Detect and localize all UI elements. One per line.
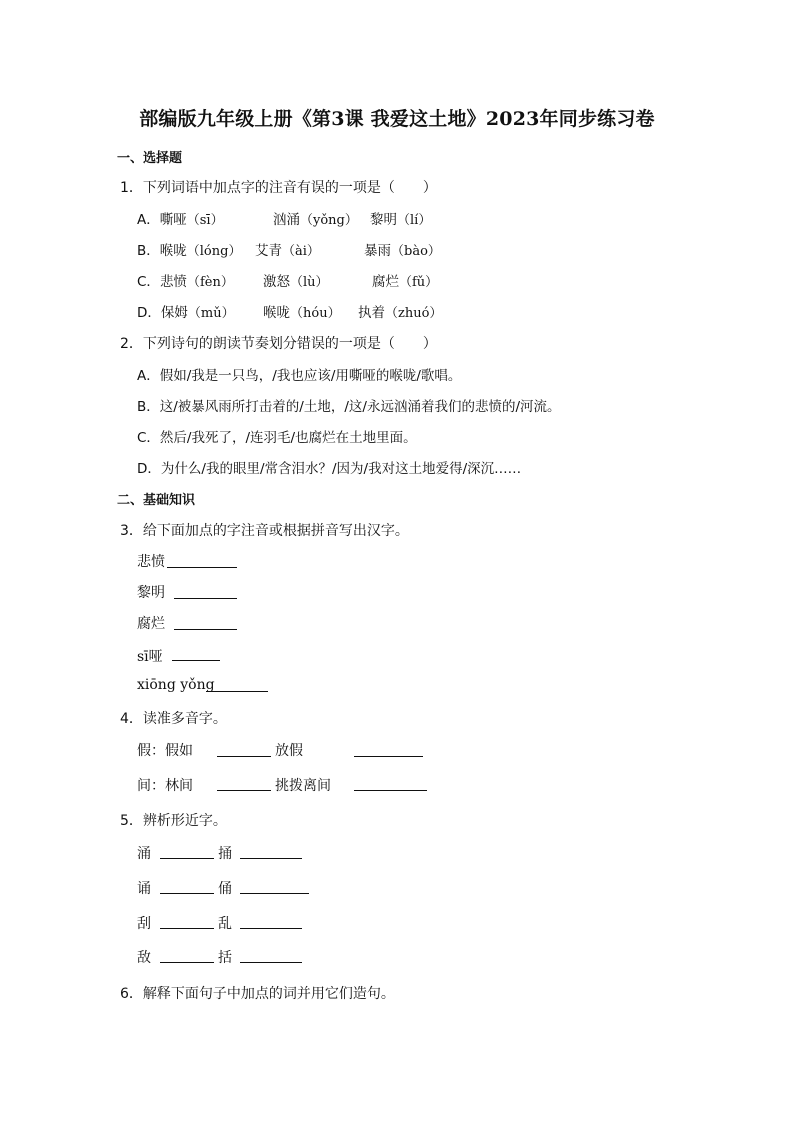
- question-1-stem: 1．下列词语中加点字的注音有误的一项是（ ）: [120, 180, 437, 196]
- q4-row-2-head: 间：林间: [137, 778, 193, 794]
- question-1-option-a[interactable]: [137, 208, 432, 228]
- question-5-stem: 5．辨析形近字。: [120, 813, 227, 829]
- page-title: 部编版九年级上册《第3课 我爱这土地》2023年同步练习卷: [139, 108, 655, 130]
- question-2-option-b[interactable]: B．这/被暴风雨所打击着的/土地，/这/永远汹涌着我们的悲愤的/河流。: [137, 399, 561, 415]
- q3-answer-blank-5[interactable]: [206, 691, 268, 692]
- pinyin: （mǔ）: [187, 306, 235, 321]
- pinyin: （yǒng）: [300, 213, 358, 228]
- q3-item-1: 悲愤: [137, 554, 165, 570]
- q4-answer-blank-3[interactable]: [217, 790, 271, 791]
- word: 暴雨: [364, 243, 391, 259]
- option-label: C．: [137, 274, 160, 290]
- q5-answer-blank[interactable]: [240, 962, 302, 963]
- word: 保姆: [160, 305, 188, 321]
- question-2-option-c[interactable]: C．然后/我死了，/连羽毛/也腐烂在土地里面。: [137, 430, 417, 446]
- q5-answer-blank[interactable]: [160, 858, 214, 859]
- question-2-stem: 2．下列诗句的朗读节奏划分错误的一项是（ ）: [120, 336, 437, 352]
- pinyin: （lù）: [290, 275, 329, 290]
- q5-char: 涌: [137, 846, 151, 862]
- q5-char: 诵: [137, 881, 151, 897]
- q5-char: 刮: [137, 916, 151, 932]
- question-2-option-a[interactable]: A．假如/我是一只鸟，/我也应该/用嘶哑的喉咙/歌唱。: [137, 368, 462, 384]
- pinyin: （fǔ）: [399, 275, 439, 290]
- word: 激怒: [263, 274, 290, 290]
- q5-char: 捅: [218, 846, 232, 862]
- q4-answer-blank-2[interactable]: [354, 756, 423, 757]
- option-label: A．: [137, 212, 160, 228]
- q4-row-1-mid: 放假: [275, 743, 303, 759]
- pinyin: （fèn）: [186, 275, 234, 290]
- q5-answer-blank[interactable]: [240, 893, 309, 894]
- q4-answer-blank-1[interactable]: [217, 756, 271, 757]
- q3-answer-blank-2[interactable]: [174, 598, 237, 599]
- q5-char: 俑: [218, 881, 232, 897]
- question-1-option-d[interactable]: [137, 301, 443, 321]
- pinyin: （lóng）: [186, 244, 242, 259]
- q3-answer-blank-3[interactable]: [174, 629, 237, 630]
- q4-answer-blank-4[interactable]: [354, 790, 427, 791]
- pinyin: （hóu）: [290, 306, 341, 321]
- section-heading-basics: 二、基础知识: [117, 493, 196, 508]
- q5-answer-blank[interactable]: [240, 928, 302, 929]
- word: 艾青: [255, 243, 282, 259]
- pinyin: （lí）: [397, 213, 432, 228]
- question-3-stem: 3．给下面加点的字注音或根据拼音写出汉字。: [120, 523, 409, 539]
- pinyin: （sī）: [186, 213, 224, 228]
- q5-answer-blank[interactable]: [160, 928, 214, 929]
- word: 执着: [358, 305, 385, 321]
- word: 喉咙: [159, 243, 187, 259]
- q3-item-5: xiōng yǒng: [137, 677, 215, 693]
- option-label: B．: [137, 243, 160, 259]
- question-4-stem: 4．读准多音字。: [120, 711, 227, 727]
- q3-item-4: sī哑: [137, 649, 163, 665]
- q5-answer-blank[interactable]: [240, 858, 302, 859]
- word: 悲愤: [159, 274, 187, 290]
- pinyin: （ài）: [282, 244, 320, 259]
- word: 嘶哑: [159, 212, 187, 228]
- question-1-option-c[interactable]: [137, 270, 439, 290]
- q3-answer-blank-4[interactable]: [172, 660, 220, 661]
- q4-row-2-mid: 挑拨离间: [275, 778, 331, 794]
- q5-char: 括: [218, 950, 232, 966]
- word: 汹涌: [273, 212, 300, 228]
- question-6-stem: 6．解释下面句子中加点的词并用它们造句。: [120, 986, 395, 1002]
- word: 黎明: [370, 212, 397, 228]
- option-label: D．: [137, 305, 161, 321]
- q4-row-1-head: 假：假如: [137, 743, 193, 759]
- q3-answer-blank-1[interactable]: [167, 567, 237, 568]
- q5-answer-blank[interactable]: [160, 962, 214, 963]
- q3-item-2: 黎明: [137, 585, 165, 601]
- q3-item-3: 腐烂: [137, 616, 165, 632]
- pinyin: （bào）: [391, 244, 441, 259]
- q5-char: 乱: [218, 916, 232, 932]
- word: 腐烂: [372, 274, 399, 290]
- question-1-option-b[interactable]: [137, 239, 441, 259]
- pinyin: （zhuó）: [385, 306, 443, 321]
- question-2-option-d[interactable]: D．为什么/我的眼里/常含泪水？/因为/我对这土地爱得/深沉……: [137, 461, 522, 477]
- word: 喉咙: [263, 305, 290, 321]
- q5-answer-blank[interactable]: [160, 893, 214, 894]
- q5-char: 敌: [137, 950, 151, 966]
- section-heading-choice: 一、选择题: [117, 151, 183, 166]
